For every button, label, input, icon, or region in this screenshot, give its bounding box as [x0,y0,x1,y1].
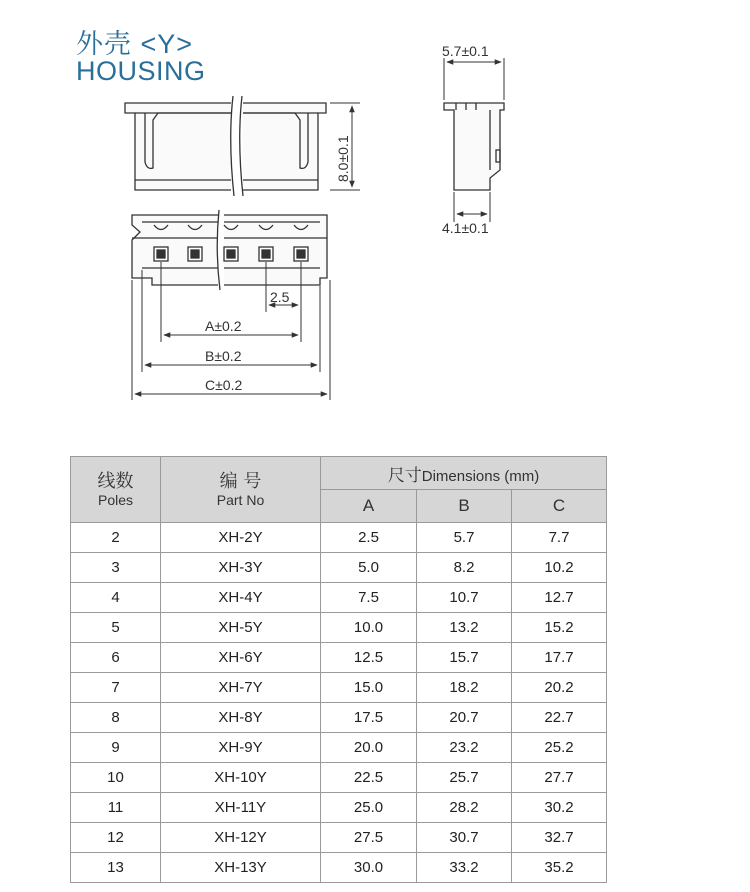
cell-c: 12.7 [512,583,607,613]
cell-poles: 7 [71,673,161,703]
cell-c: 15.2 [512,613,607,643]
cell-b: 10.7 [417,583,512,613]
header-part-cn: 编 号 [219,470,262,492]
width-label: 5.7±0.1 [442,43,489,59]
dim-b-label: B±0.2 [205,348,242,364]
header-part-en: Part No [216,491,265,508]
cell-c: 17.7 [512,643,607,673]
cell-poles: 3 [71,553,161,583]
cell-c: 7.7 [512,523,607,553]
cell-b: 28.2 [417,793,512,823]
cell-b: 13.2 [417,613,512,643]
cell-part: XH-5Y [161,613,321,643]
dimensions-table [70,456,607,883]
cell-poles: 9 [71,733,161,763]
cell-poles: 11 [71,793,161,823]
cell-poles: 4 [71,583,161,613]
cell-part: XH-4Y [161,583,321,613]
cell-part: XH-10Y [161,763,321,793]
header-part [161,457,321,523]
table-row [71,853,607,883]
cell-a: 12.5 [321,643,417,673]
cell-b: 18.2 [417,673,512,703]
cell-a: 15.0 [321,673,417,703]
cell-a: 7.5 [321,583,417,613]
cell-poles: 6 [71,643,161,673]
header-poles-en: Poles [97,491,134,508]
cell-poles: 12 [71,823,161,853]
cell-part: XH-11Y [161,793,321,823]
title-english: HOUSING [76,56,206,86]
cell-part: XH-3Y [161,553,321,583]
cell-part: XH-2Y [161,523,321,553]
cell-a: 2.5 [321,523,417,553]
pitch-label: 2.5 [270,289,290,305]
cell-part: XH-12Y [161,823,321,853]
cell-b: 33.2 [417,853,512,883]
cell-c: 10.2 [512,553,607,583]
table-row [71,613,607,643]
cell-b: 23.2 [417,733,512,763]
cell-poles: 10 [71,763,161,793]
cell-c: 35.2 [512,853,607,883]
cell-c: 27.7 [512,763,607,793]
front-view [125,96,326,196]
table-row [71,673,607,703]
cell-a: 27.5 [321,823,417,853]
cell-b: 8.2 [417,553,512,583]
title-chinese: 外壳 <Y> [76,29,194,59]
header-col-a: A [321,490,417,523]
width-dimension [444,58,504,100]
header-poles-cn: 线数 [97,470,134,492]
header-col-b: B [417,490,512,523]
cell-a: 20.0 [321,733,417,763]
table-row [71,733,607,763]
cell-a: 10.0 [321,613,417,643]
cell-c: 22.7 [512,703,607,733]
cell-b: 25.7 [417,763,512,793]
cell-poles: 13 [71,853,161,883]
table-row [71,553,607,583]
header-dimensions-en: Dimensions (mm) [421,467,540,485]
cell-c: 25.2 [512,733,607,763]
dim-a-label: A±0.2 [205,318,242,334]
cell-poles: 8 [71,703,161,733]
cell-a: 30.0 [321,853,417,883]
side-view [444,103,504,190]
cell-a: 5.0 [321,553,417,583]
cell-poles: 2 [71,523,161,553]
depth-label: 4.1±0.1 [442,220,489,236]
cell-part: XH-6Y [161,643,321,673]
housing-drawing [0,0,750,440]
cell-poles: 5 [71,613,161,643]
table-row [71,823,607,853]
depth-dimension [454,192,490,222]
header-dimensions [321,457,607,490]
cell-b: 15.7 [417,643,512,673]
cell-part: XH-8Y [161,703,321,733]
cell-a: 22.5 [321,763,417,793]
dim-c-label: C±0.2 [205,377,243,393]
height-label: 8.0±0.1 [335,135,351,182]
table-row [71,523,607,553]
cell-part: XH-13Y [161,853,321,883]
header-col-c: C [512,490,607,523]
cell-a: 17.5 [321,703,417,733]
cell-b: 20.7 [417,703,512,733]
table-row [71,643,607,673]
cell-c: 20.2 [512,673,607,703]
cell-a: 25.0 [321,793,417,823]
cell-b: 30.7 [417,823,512,853]
cell-part: XH-7Y [161,673,321,703]
table-row [71,793,607,823]
cell-c: 30.2 [512,793,607,823]
table-row [71,703,607,733]
cell-part: XH-9Y [161,733,321,763]
table-row [71,763,607,793]
header-dimensions-cn: 尺寸 [387,465,422,486]
cell-b: 5.7 [417,523,512,553]
header-poles [71,457,161,523]
table-row [71,583,607,613]
cell-c: 32.7 [512,823,607,853]
